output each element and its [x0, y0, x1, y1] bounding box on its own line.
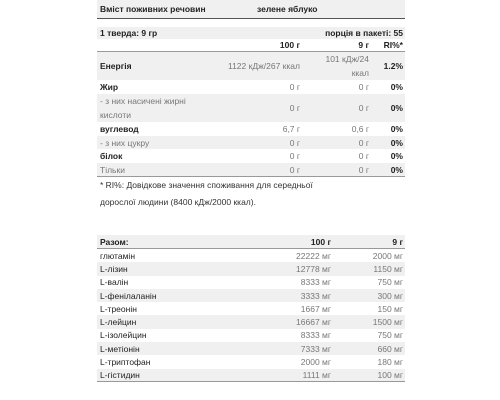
amino-col-100g: 100 г — [310, 236, 331, 247]
table-row — [97, 122, 405, 136]
amino-value-100g: 12778 мг — [296, 263, 331, 274]
amino-value-9g: 750 мг — [377, 277, 403, 288]
row-name: вуглевод — [100, 124, 139, 134]
amino-name: L-ізолейцин — [100, 330, 147, 341]
amino-name: L-метіонін — [100, 343, 140, 354]
flavor-label: зелене яблуко — [257, 4, 318, 14]
amino-row — [97, 276, 405, 289]
amino-value-9g: 150 мг — [377, 303, 403, 314]
amino-name: L-валін — [100, 277, 129, 288]
amino-name: L-лізин — [100, 263, 128, 274]
amino-row — [97, 355, 405, 368]
table-row — [97, 149, 405, 163]
serving-label: 1 тверда: 9 гр — [100, 28, 158, 38]
amino-name: L-фенілаланін — [100, 290, 157, 301]
row-value-9g: 0 г — [358, 164, 369, 175]
amino-name: глютамін — [100, 250, 136, 261]
amino-row — [97, 369, 405, 382]
row-value-100g: 0 г — [289, 137, 300, 148]
row-ri: 0% — [390, 103, 403, 113]
amino-row — [97, 249, 405, 262]
col-9g: 9 г — [358, 40, 369, 50]
nutrition-header-label: Вміст поживних речовин — [100, 4, 206, 14]
amino-header-row — [97, 235, 405, 249]
row-value-100g: 0 г — [289, 164, 300, 175]
amino-value-9g: 100 мг — [377, 369, 403, 380]
table-row — [97, 136, 405, 149]
table-row — [97, 52, 405, 80]
amino-value-9g: 660 мг — [377, 343, 403, 354]
row-name: Енергія — [100, 61, 132, 71]
nutrition-table — [97, 0, 405, 177]
amino-row — [97, 342, 405, 355]
amino-value-100g: 3333 мг — [300, 290, 331, 301]
row-name: Тільки — [100, 164, 125, 175]
amino-value-9g: 750 мг — [377, 330, 403, 341]
row-value-9g: 0 г — [358, 151, 369, 161]
amino-value-100g: 1667 мг — [300, 303, 331, 314]
row-name: Жир — [100, 82, 119, 92]
nutrition-header-row — [97, 0, 405, 19]
amino-row — [97, 302, 405, 315]
row-value-100g: 6,7 г — [282, 124, 300, 134]
row-ri: 0% — [390, 151, 403, 161]
table-row — [97, 80, 405, 94]
amino-value-9g: 300 мг — [377, 290, 403, 301]
row-name: білок — [100, 151, 123, 161]
footnote: * RI%: Довідкове значення споживання для середньої дорослої людини (8400 кДж/2000 ккал). — [100, 180, 313, 207]
amino-name: L-треонін — [100, 303, 137, 314]
amino-value-9g: 1500 мг — [372, 317, 403, 328]
amino-value-100g: 7333 мг — [300, 343, 331, 354]
amino-name: L-триптофан — [100, 357, 151, 368]
per-pack-label: порція в пакеті: 55 — [325, 28, 403, 38]
table-row — [97, 163, 405, 177]
row-ri: 0% — [390, 124, 403, 134]
amino-row — [97, 289, 405, 302]
amino-col-9g: 9 г — [392, 236, 403, 247]
amino-value-100g: 8333 мг — [300, 277, 331, 288]
amino-name: L-лейцин — [100, 317, 137, 328]
row-value-9g: 0 г — [358, 82, 369, 92]
row-value-100g: 0 г — [289, 103, 300, 113]
row-value-100g: 0 г — [289, 82, 300, 92]
col-100g: 100 г — [279, 40, 300, 50]
row-value-9g: 0 г — [358, 103, 369, 113]
amino-row — [97, 315, 405, 328]
amino-table — [97, 235, 405, 382]
amino-value-100g: 22222 мг — [296, 250, 331, 261]
amino-row — [97, 262, 405, 275]
amino-value-9g: 2000 мг — [372, 250, 403, 261]
row-value-100g: 0 г — [289, 151, 300, 161]
amino-value-9g: 180 мг — [377, 357, 403, 368]
amino-value-9g: 1150 мг — [373, 263, 403, 274]
row-name: - з них насичені жирні кислоти — [100, 96, 186, 120]
amino-value-100g: 1111 мг — [302, 369, 331, 380]
columns-row — [97, 39, 405, 52]
row-ri: 0% — [390, 164, 403, 175]
row-ri: 0% — [390, 82, 403, 92]
row-ri: 1.2% — [383, 61, 403, 71]
amino-row — [97, 329, 405, 342]
table-row — [97, 94, 405, 122]
row-value-9g: 101 кДж/24 ккал — [325, 54, 369, 78]
row-value-9g: 0,6 г — [351, 124, 369, 134]
amino-name: L-гістидин — [100, 369, 140, 380]
row-value-100g: 1122 кДж/267 ккал — [227, 61, 300, 71]
row-value-9g: 0 г — [358, 137, 369, 148]
row-name: - з них цукру — [100, 137, 150, 148]
serving-row — [97, 27, 405, 39]
amino-value-100g: 8333 мг — [300, 330, 331, 341]
amino-header-label: Разом: — [100, 236, 129, 247]
amino-value-100g: 16667 мг — [296, 317, 331, 328]
amino-value-100g: 2000 мг — [300, 357, 331, 368]
row-ri: 0% — [390, 137, 403, 148]
col-ri: RI%* — [383, 40, 403, 50]
